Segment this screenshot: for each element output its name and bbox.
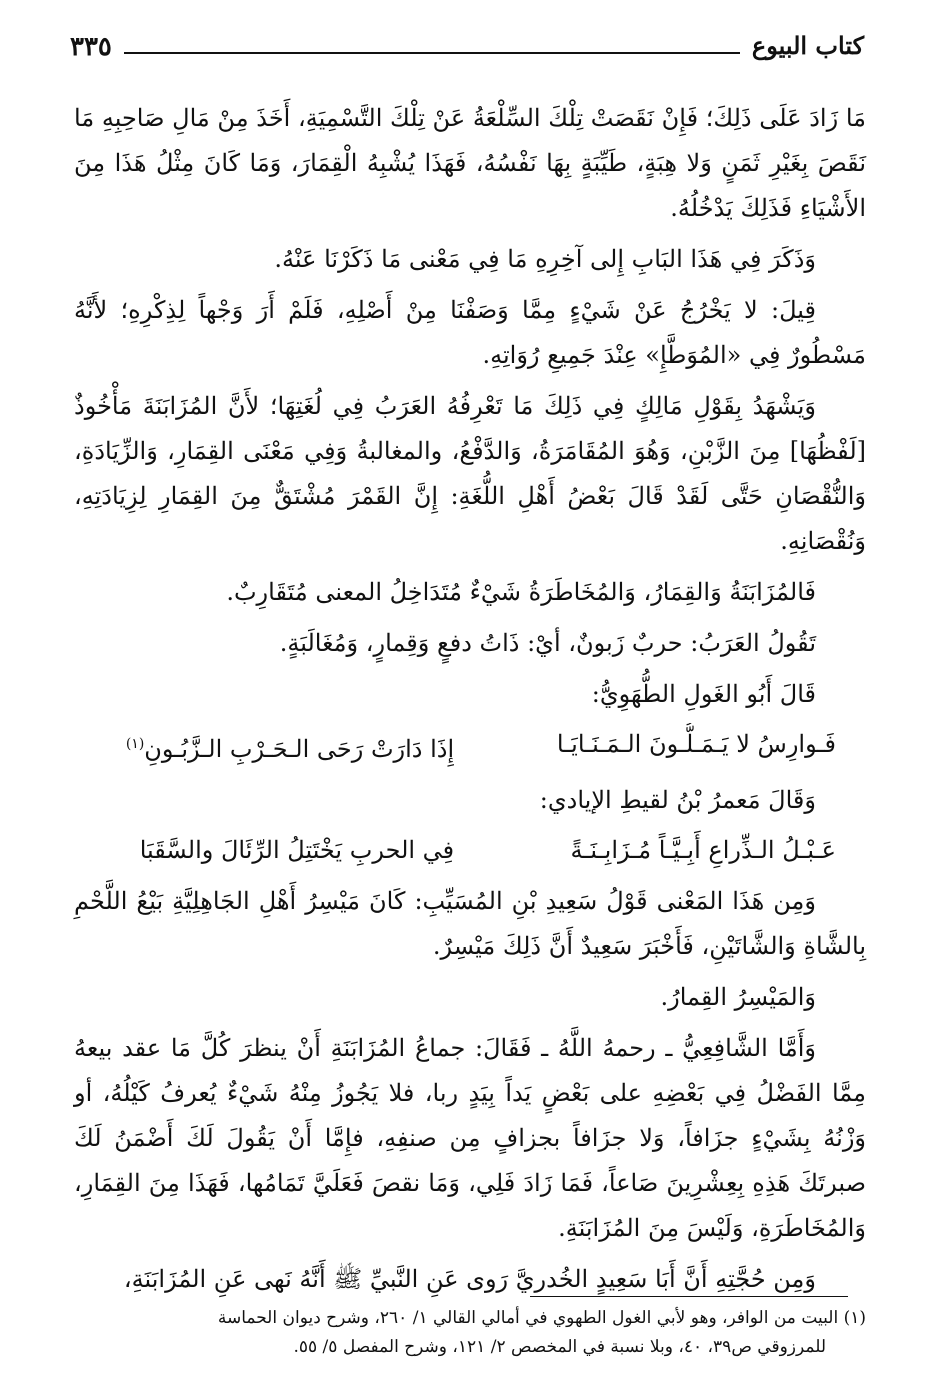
verse-2-second-hemistich: فِي الحربِ يَخْتَتِلُ الرِّئَالَ والسَّقَبَا	[139, 836, 455, 864]
paragraph-2: وَذَكَرَ فِي هَذَا البَابِ إِلى آخِرِهِ مَا فِي مَعْنى مَا ذَكَرْنَا عَنْهُ.	[274, 245, 816, 273]
paragraph-11: وَأَمَّا الشَّافِعِيُّ ـ رحمهُ اللَّهُ ـ فَقَالَ: جماعُ المُزَابَنَةِ أَنْ ينظرَ كُلَّ مَا عقد بيعهُ مِمَّا الفَضْلُ فِي بَعْضِهِ على بَعْضٍ يَداً بِيَدٍ ربا، فلا يَجُوزُ مِنْهُ شَيْءٌ يُعرفُ كَيْلُهُ، أو وَزْنُهُ بِشَيْءٍ جزَافاً، وَلا جزَافاً بجزافٍ مِن صنفِهِ، فإِمَّا أَنْ يَقُولَ لَكَ أَضْمَنُ لَكَ صبرتَكَ هَذِهِ بِعِشْرِينَ صَاعاً، فَمَا زَادَ فَلِي، وَمَا نقصَ فَعَلَيَّ تَمَامُها، فَهَذَا مِنَ القِمَارِ، وَالمُخَاطَرَةِ، وَلَيْسَ مِنَ المُزَابَنَةِ.	[74, 1034, 866, 1242]
verse-2	[74, 829, 866, 871]
paragraph-5: فَالمُزَابَنَةُ وَالقِمَارُ، وَالمُخَاطَرَةُ شَيْءٌ مُتَدَاخِلُ المعنى مُتَقَارِبٌ.	[226, 578, 816, 606]
verse-1	[74, 723, 866, 770]
paragraph-3: قِيلَ: لا يَخْرُجُ عَنْ شَيْءٍ مِمَّا وَصَفْنَا مِنْ أَصْلِهِ، فَلَمْ أَرَ وَجْهاً لِذِكْرِهِ؛ لأَنَّهُ مَسْطُورٌ فِي «المُوَطَّإِ» عِنْدَ جَمِيعِ رُوَاتِهِ.	[74, 296, 866, 369]
body-text	[74, 96, 866, 1308]
footnote-rule	[530, 1296, 848, 1297]
page-number: ٣٣٥	[70, 32, 112, 62]
verse-1-second-hemistich	[74, 723, 454, 770]
footnote-1-line-2: للمرزوقي ص٣٩، ٤٠، وبلا نسبة في المخصص ٢/ ١٢١، وشرح المفصل ٥/ ٥٥.	[293, 1337, 826, 1357]
paragraph-4: وَيَشْهَدُ بِقَوْلِ مَالِكٍ فِي ذَلِكَ مَا تَعْرِفُهُ العَرَبُ فِي لُغَتِهَا؛ لأَنَّ المُزَابَنَةَ مَأْخُوذٌ [لَفْظُهَا] مِنَ الزَّبْنِ، وَهُوَ المُقَامَرَةُ، وَالدَّفْعُ، والمغالبةُ وَفِي مَعْنَى القِمَارِ، وَالزِّيَادَةِ، وَالنُّقْصَانِ حَتَّى لَقَدْ قَالَ بَعْضُ أَهْلِ اللُّغَةِ: إِنَّ القَمْرَ مُشْتَقٌّ مِنَ القِمَارِ لِزِيَادَتِهِ، وَنُقْصَانِهِ.	[74, 392, 866, 555]
header-rule	[124, 52, 740, 54]
paragraph-10: وَالمَيْسِرُ القِمارُ.	[660, 983, 816, 1011]
paragraph-7: قَالَ أَبُو الغَولِ الطُّهَوِيُّ:	[591, 680, 816, 708]
footnote-1-line-1: (١) البيت من الوافر، وهو لأبي الغول الطهوي في أمالي القالي ١/ ٢٦٠، وشرح ديوان الحماسة	[217, 1308, 866, 1328]
paragraph-6: تَقُولُ العَرَبُ: حربٌ زَبونٌ، أيْ: ذَاتُ دفعٍ وَقِمارٍ، وَمُغَالَبَةٍ.	[279, 629, 816, 657]
paragraph-9: وَمِن هَذَا المَعْنى قَوْلُ سَعِيدِ بْنِ المُسَيِّبِ: كَانَ مَيْسِرُ أَهْلِ الجَاهِلِيَّةِ بَيْعُ اللَّحْمِ بِالشَّاةِ وَالشَّاتَيْنِ، فَأَخْبَرَ سَعِيدٌ أَنَّ ذَلِكَ مَيْسِرٌ.	[74, 887, 866, 960]
footnotes	[72, 1304, 866, 1362]
verse-1-second-text: إِذَا دَارَتْ رَحَى الـحَـرْبِ الـزَّبُـونِ	[144, 735, 455, 763]
paragraph-8: وَقَالَ مَعمرُ بْنُ لقيطِ الإيادي:	[539, 786, 816, 814]
verse-1-first-hemistich: فَـوارِسُ لا يَـمَـلُّـونَ الـمَـنَـايَـا	[556, 730, 836, 758]
paragraph-12: وَمِن حُجَّتِهِ أَنَّ أَبَا سَعِيدٍ الخُدريَّ رَوى عَنِ النَّبيِّ ﷺ أَنَّهُ نَهى عَنِ المُزَابَنَةِ،	[123, 1265, 816, 1293]
running-title: كتاب البيوع	[751, 31, 864, 60]
paragraph-1: مَا زَادَ عَلَى ذَلِكَ؛ فَإِنْ نَقَصَتْ تِلْكَ السِّلْعَةُ عَنْ تِلْكَ التَّسْمِيَةِ، أَخَذَ مِنْ مَالِ صَاحِبِهِ مَا نَقَصَ بِغَيْرِ ثَمَنٍ وَلا هِبَةٍ، طَيِّبَةٍ بِهَا نَفْسُهُ، فَهَذَا يُشْبِهُ الْقِمَارَ، وَمَا كَانَ مِثْلُ هَذَا مِنَ الأَشْيَاءِ فَذَلِكَ يَدْخُلُهُ.	[74, 104, 866, 222]
verse-2-first-hemistich: عَـبْـلُ الـذِّراعِ أَبِـيَّـاً مُـزَابِـنَـةً	[570, 836, 836, 864]
running-header	[70, 26, 864, 66]
footnote-marker: (١)	[125, 736, 145, 752]
